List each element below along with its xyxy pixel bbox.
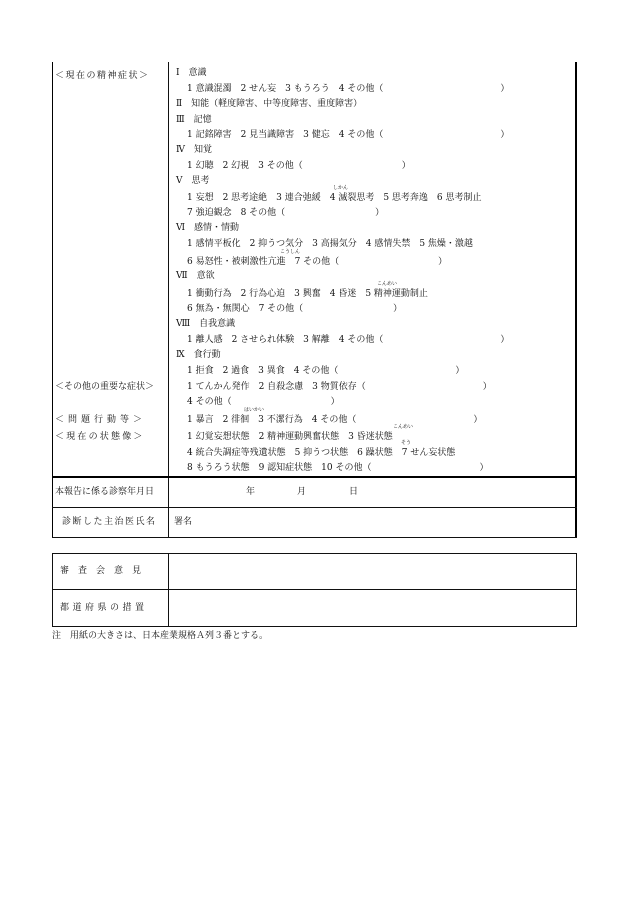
symptom-line: 1 拒食 2 過食 3 異食 4 その他（ ） (187, 366, 465, 376)
symptom-line: Ⅲ 記憶 (176, 115, 212, 125)
symptom-line: Ⅷ 自我意識 (176, 319, 236, 329)
symptom-line: 1 意識混濁 2 せん妄 3 もうろう 4 その他（ ） (187, 84, 510, 94)
symptom-line: 1 記銘障害 2 見当識障害 3 健忘 4 その他（ ） (187, 130, 510, 140)
ruby-shikan: しかん (333, 185, 349, 191)
symptom-line: 1 衝動行為 2 行為心迫 3 興奮 4 昏迷 5 精神運動制止 (187, 289, 428, 299)
review-row-divider (52, 589, 577, 590)
prefecture-label: 都道府県の措置 (60, 603, 148, 613)
symptom-line: Ⅵ 感情・情動 (176, 223, 240, 233)
exam-divider (168, 478, 169, 537)
doctor-signature[interactable]: 署名 (174, 517, 193, 527)
exam-date-label: 本報告に係る診察年月日 (55, 487, 155, 497)
mental-heading: ＜現在の精神症状＞ (55, 71, 150, 81)
review-col-divider (168, 553, 169, 627)
table-bottom (52, 537, 577, 538)
exam-year: 年 (246, 487, 256, 497)
other-symptom-line: 1 てんかん発作 2 自殺念慮 3 物質依存（ ） (187, 382, 492, 392)
row-divider (52, 507, 577, 508)
state-line: 1 幻覚妄想状態 2 精神運動興奮状態 3 昏迷状態 (187, 432, 393, 442)
exam-month: 月 (297, 487, 307, 497)
other-symptoms-heading: ＜その他の重要な症状＞ (55, 382, 155, 392)
behavior-line: 1 暴言 2 徘徊 3 不潔行為 4 その他（ ） (187, 415, 483, 425)
doctor-label: 診断した主治医氏名 (62, 517, 157, 527)
section-divider (52, 476, 577, 478)
prefecture-value[interactable] (176, 604, 566, 616)
symptom-line: 1 幻聴 2 幻視 3 その他（ ） (187, 161, 411, 171)
symptom-line: 6 易怒性・被刺激性亢進 7 その他（ ） (187, 257, 448, 267)
state-line: 8 もうろう状態 9 認知症状態 10 その他（ ） (187, 463, 489, 473)
review-value[interactable] (176, 567, 566, 579)
review-label: 審査会意見 (60, 566, 151, 576)
state-line: 4 統合失調症等残遺状態 5 抑うつ状態 6 躁状態 7 せん妄状態 (187, 448, 456, 458)
symptom-line: 1 感情平板化 2 抑うつ気分 3 高揚気分 4 感情失禁 5 焦燥・激越 (187, 239, 473, 249)
ruby-konmei2: こんめい (393, 424, 414, 430)
other-symptom-line: 4 その他（ ） (187, 397, 340, 407)
symptom-line: Ⅴ 思考 (176, 176, 210, 186)
column-divider (168, 62, 169, 477)
ruby-konmei: こんめい (377, 281, 398, 287)
exam-day: 日 (349, 487, 359, 497)
right-border (575, 62, 577, 538)
symptom-line: 7 強迫観念 8 その他（ ） (187, 208, 385, 218)
state-heading: ＜現在の状態像＞ (55, 432, 145, 442)
symptom-line: Ⅳ 知覚 (176, 145, 212, 155)
ruby-haikai: はいかい (244, 407, 265, 413)
paper-size-note: 注 用紙の大きさは、日本産業規格Ａ列３番とする。 (52, 631, 269, 641)
symptom-line: Ⅰ 意識 (176, 68, 207, 78)
symptom-line: Ⅶ 意欲 (176, 271, 215, 281)
ruby-sou: そう (401, 440, 412, 446)
ruby-kooshin: こうしん (280, 249, 301, 255)
symptom-line: Ⅸ 食行動 (176, 350, 221, 360)
left-border (52, 62, 53, 538)
symptom-line: 1 離人感 2 させられ体験 3 解離 4 その他（ ） (187, 335, 510, 345)
behavior-heading: ＜問題行動等＞ (55, 415, 147, 425)
symptom-line: 1 妄想 2 思考途絶 3 連合弛緩 4 滅裂思考 5 思考奔逸 6 思考制止 (187, 193, 482, 203)
symptom-line: Ⅱ 知能（軽度障害、中等度障害、重度障害） (176, 99, 363, 109)
symptom-line: 6 無為・無関心 7 その他（ ） (187, 304, 403, 314)
